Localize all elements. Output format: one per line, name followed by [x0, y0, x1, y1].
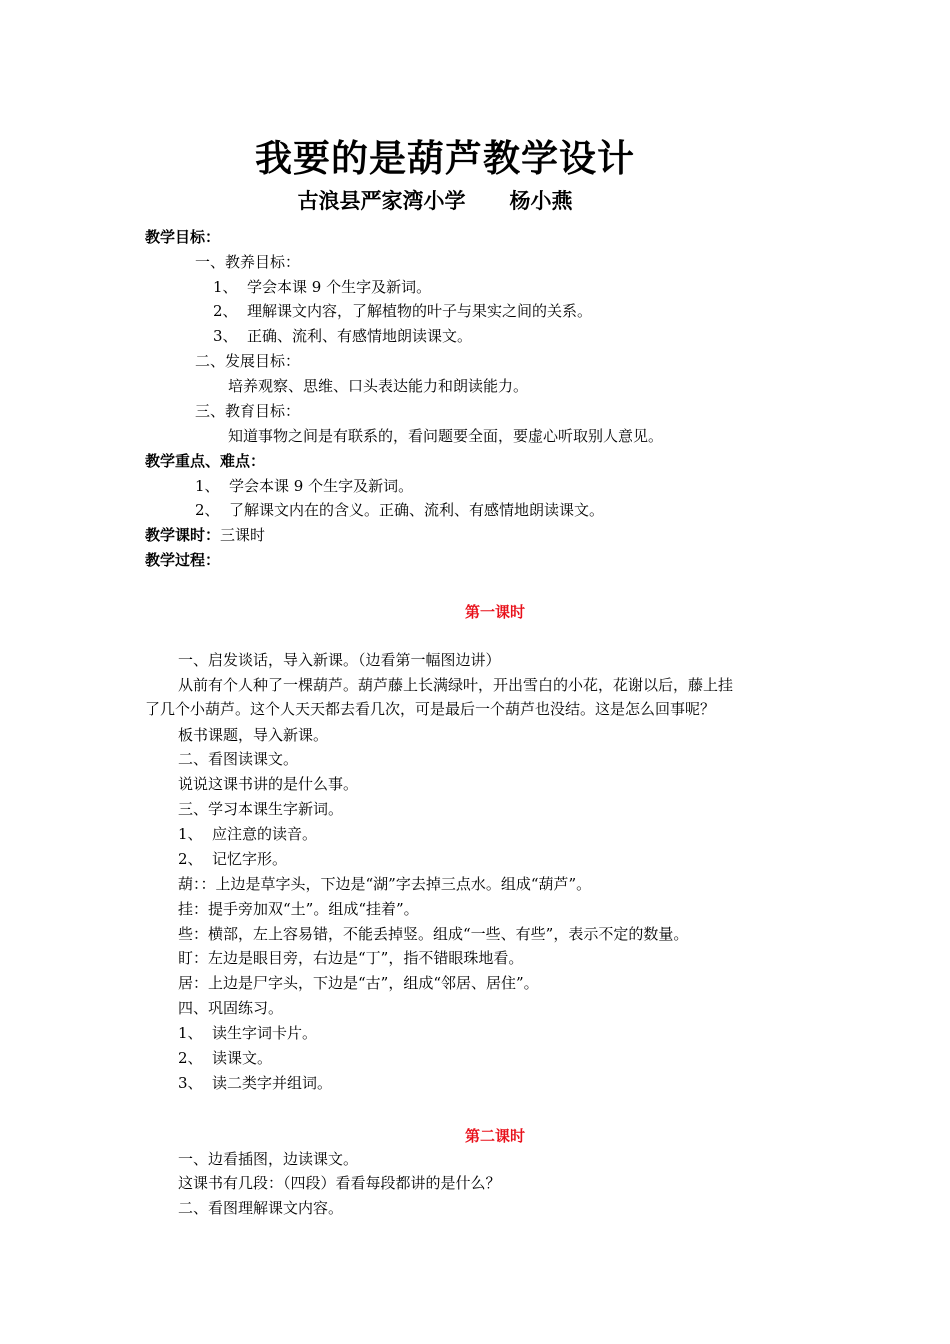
item-number: 2、 — [213, 302, 238, 320]
practice-item — [178, 1024, 317, 1042]
lesson2-line: 二、看图理解课文内容。 — [178, 1199, 344, 1217]
author-line — [0, 185, 870, 215]
item-text: 记忆字形。 — [212, 850, 288, 868]
item-number: 1、 — [195, 477, 220, 495]
author-name: 杨小燕 — [509, 188, 573, 213]
document-title: 我要的是葫芦教学设计 — [255, 136, 635, 180]
lesson1-line: 一、启发谈话，导入新课。（边看第一幅图边讲） — [178, 651, 501, 669]
cultivation-heading: 一、教养目标： — [195, 253, 301, 271]
objectives-heading: 教学目标： — [145, 228, 221, 246]
item-text: 读课文。 — [212, 1049, 273, 1067]
development-heading: 二、发展目标： — [195, 352, 301, 370]
item-text: 正确、流利、有感情地朗读课文。 — [247, 327, 473, 345]
item-text: 了解课文内在的含义。正确、流利、有感情地朗读课文。 — [229, 501, 605, 519]
practice-heading: 四、巩固练习。 — [178, 999, 284, 1017]
item-text: 应注意的读音。 — [212, 825, 318, 843]
item-number: 1、 — [213, 278, 238, 296]
hours-label: 教学课时： — [145, 526, 221, 544]
practice-item — [178, 1049, 272, 1067]
lesson2-title: 第二课时 — [464, 1127, 525, 1145]
key-point-item — [195, 501, 604, 519]
lesson1-step — [178, 825, 317, 843]
character-note: 挂：提手旁加双“土”。组成“挂着”。 — [178, 900, 419, 918]
hours-value: 三课时 — [220, 526, 266, 544]
lesson1-line: 了几个小葫芦。这个人天天都去看几次，可是最后一个葫芦也没结。这是怎么回事呢？ — [145, 700, 716, 718]
item-text: 读二类字并组词。 — [212, 1074, 333, 1092]
lesson2-line: 一、边看插图，边读课文。 — [178, 1150, 359, 1168]
item-text: 读生字词卡片。 — [212, 1024, 318, 1042]
cultivation-item — [213, 302, 592, 320]
author-school: 古浪县严家湾小学 — [297, 188, 466, 213]
education-heading: 三、教育目标： — [195, 402, 301, 420]
item-number: 3、 — [213, 327, 238, 345]
item-text: 理解课文内容，了解植物的叶子与果实之间的关系。 — [247, 302, 593, 320]
lesson1-line: 三、学习本课生字新词。 — [178, 800, 344, 818]
key-point-item — [195, 477, 413, 495]
item-text: 学会本课 9 个生字及新词。 — [247, 278, 432, 296]
lesson1-line: 说说这课书讲的是什么事。 — [178, 775, 359, 793]
character-note: 葫：：上边是草字头，下边是“湖”字去掉三点水。组成“葫芦”。 — [178, 875, 592, 893]
cultivation-item — [213, 327, 472, 345]
item-number: 1、 — [178, 1024, 203, 1042]
item-number: 1、 — [178, 825, 203, 843]
lesson1-step — [178, 850, 287, 868]
character-note: 些：横部，左上容易错，不能丢掉竖。组成“一些、有些”，表示不定的数量。 — [178, 925, 689, 943]
process-heading: 教学过程： — [145, 551, 221, 569]
item-number: 3、 — [178, 1074, 203, 1092]
practice-item — [178, 1074, 332, 1092]
key-points-heading: 教学重点、难点： — [145, 452, 266, 470]
item-number: 2、 — [195, 501, 220, 519]
cultivation-item — [213, 278, 431, 296]
lesson2-line: 这课书有几段：（四段）看看每段都讲的是什么？ — [178, 1174, 501, 1192]
character-note: 盯：左边是眼目旁，右边是“丁”，指不错眼珠地看。 — [178, 949, 524, 967]
lesson1-line: 板书课题，导入新课。 — [178, 726, 329, 744]
item-number: 2、 — [178, 850, 203, 868]
education-text: 知道事物之间是有联系的，看问题要全面，要虚心听取别人意见。 — [228, 427, 664, 445]
lesson1-title: 第一课时 — [464, 603, 525, 621]
lesson1-line: 从前有个人种了一棵葫芦。葫芦藤上长满绿叶，开出雪白的小花，花谢以后，藤上挂 — [178, 676, 734, 694]
hours-line — [145, 526, 265, 544]
character-note: 居：上边是尸字头，下边是“古”，组成“邻居、居住”。 — [178, 974, 539, 992]
development-text: 培养观察、思维、口头表达能力和朗读能力。 — [228, 377, 529, 395]
item-text: 学会本课 9 个生字及新词。 — [229, 477, 414, 495]
lesson1-line: 二、看图读课文。 — [178, 750, 299, 768]
item-number: 2、 — [178, 1049, 203, 1067]
